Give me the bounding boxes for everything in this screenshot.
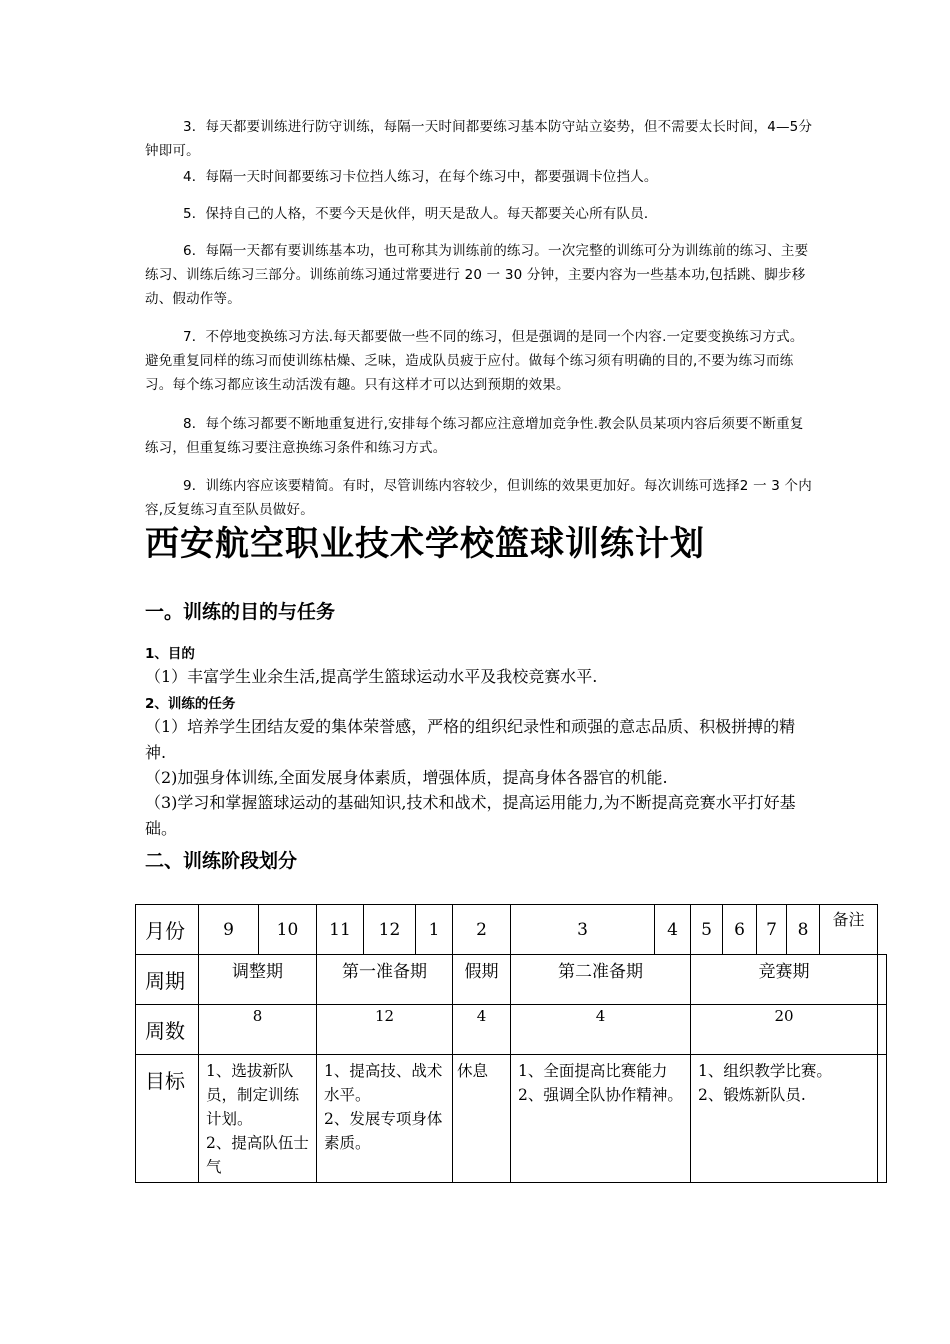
weeks-cell: 4 [453,1005,511,1055]
weeks-cell: 12 [317,1005,453,1055]
subheading-purpose: 1、目的 [145,646,195,662]
paragraph-item-6: 6．每隔一天都有要训练基本功，也可称其为训练前的练习。一次完整的训练可分为训练前的练习、主要练习、训练后练习三部分。训练前练习通过常要进行 20 一 30 分钟，主要内容为一些基本功,包括跳、脚步移动、假动作等。 [145,242,809,307]
subheading-tasks: 2、训练的任务 [145,696,236,712]
row-label-month: 月份 [136,905,199,955]
month-cell: 3 [511,905,655,955]
section-heading-goals: 一。训练的目的与任务 [145,601,336,623]
month-cell: 11 [317,905,364,955]
goal-line: 1、选拔新队员，制定训练计划。 [206,1062,300,1128]
month-cell: 6 [723,905,757,955]
goal-cell [691,1055,878,1183]
task-item-2: （2)加强身体训练,全面发展身体素质，增强体质，提高身体各器官的机能. [145,768,668,787]
note-cell [878,1005,887,1055]
weeks-cell: 8 [199,1005,317,1055]
purpose-text: （1）丰富学生业余生活,提高学生篮球运动水平及我校竞赛水平. [145,667,598,686]
paragraph-item-3: 3．每天都要训练进行防守训练，每隔一天时间都要练习基本防守站立姿势，但不需要太长时间，4—5分钟即可。 [145,118,813,159]
goal-line: 1、组织教学比赛。 [698,1062,832,1080]
note-cell [878,1055,887,1183]
goal-cell [453,1055,511,1183]
table-row-months [136,905,887,955]
note-header: 备注 [820,905,878,955]
goal-cell [317,1055,453,1183]
goal-line: 2、提高队伍士气 [206,1134,309,1176]
goal-cell [199,1055,317,1183]
goal-line: 1、全面提高比赛能力 [518,1062,668,1080]
goal-line: 休息 [457,1062,489,1080]
period-cell: 调整期 [199,955,317,1005]
paragraph-item-5: 5．保持自己的人格，不要今天是伙伴，明天是敌人。每天都要关心所有队员． [183,205,658,222]
table-row-periods [136,955,887,1005]
document-title: 西安航空职业技术学校篮球训练计划 [145,524,705,564]
goal-line: 2、强调全队协作精神。 [518,1086,683,1104]
training-stage-table [135,904,887,1183]
paragraph-item-4: 4．每隔一天时间都要练习卡位挡人练习，在每个练习中，都要强调卡位挡人。 [183,168,658,185]
period-cell: 竞赛期 [691,955,878,1005]
table-row-goals [136,1055,887,1183]
month-cell: 10 [259,905,317,955]
month-cell: 8 [787,905,820,955]
month-cell: 4 [655,905,691,955]
row-label-goal: 目标 [136,1055,199,1183]
month-cell: 9 [199,905,259,955]
month-cell: 1 [416,905,453,955]
goal-cell [511,1055,691,1183]
paragraph-item-7: 7．不停地变换练习方法.每天都要做一些不同的练习，但是强调的是同一个内容.一定要变换练习方式。避免重复同样的练习而使训练枯燥、乏味，造成队员疲于应付。做每个练习须有明确的目的,不要为练习而练习。每个练习都应该生动活泼有趣。只有这样才可以达到预期的效果。 [145,328,804,393]
goal-line: 2、锻炼新队员. [698,1086,806,1104]
weeks-cell: 4 [511,1005,691,1055]
goal-line: 1、提高技、战术水平。 [324,1062,443,1104]
period-cell: 假期 [453,955,511,1005]
month-cell: 5 [691,905,723,955]
paragraph-item-8: 8．每个练习都要不断地重复进行,安排每个练习都应注意增加竞争性.教会队员某项内容后须要不断重复练习，但重复练习要注意换练习条件和练习方式。 [145,415,804,456]
section-heading-stages: 二、训练阶段划分 [145,850,298,872]
task-item-1: （1）培养学生团结友爱的集体荣誉感，严格的组织纪录性和顽强的意志品质、积极拼搏的精神. [145,717,796,762]
month-cell: 7 [757,905,787,955]
goal-line: 2、发展专项身体素质。 [324,1110,443,1152]
period-cell: 第二准备期 [511,955,691,1005]
row-label-period: 周期 [136,955,199,1005]
period-cell: 第一准备期 [317,955,453,1005]
month-cell: 12 [364,905,416,955]
paragraph-item-9: 9．训练内容应该要精简。有时，尽管训练内容较少，但训练的效果更加好。每次训练可选择2 一 3 个内容,反复练习直至队员做好。 [145,477,812,518]
month-cell: 2 [453,905,511,955]
weeks-cell: 20 [691,1005,878,1055]
task-item-3: （3)学习和掌握篮球运动的基础知识,技术和战术，提高运用能力,为不断提高竞赛水平打好基础。 [145,793,796,838]
row-label-weeks: 周数 [136,1005,199,1055]
table-row-weeks [136,1005,887,1055]
note-cell [878,955,887,1005]
